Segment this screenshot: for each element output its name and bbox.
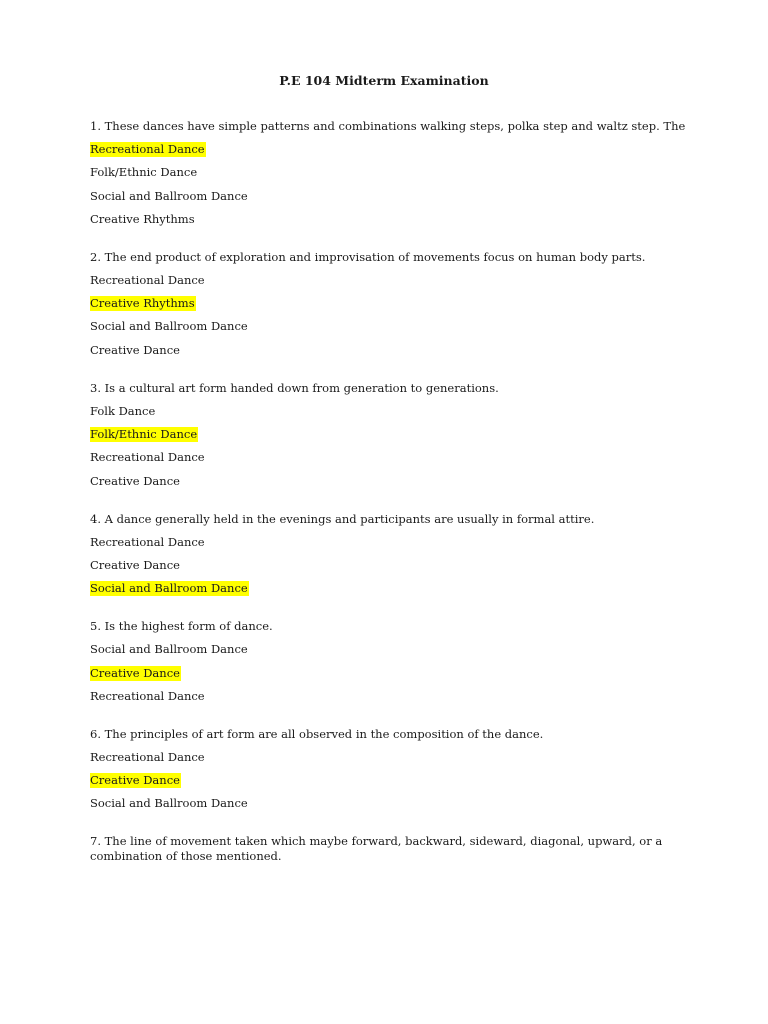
- option: [90, 189, 690, 204]
- option-label: Social and Ballroom Dance: [90, 581, 248, 596]
- option-highlighted: [90, 773, 690, 788]
- option-label: Creative Rhythms: [90, 211, 195, 226]
- option: [90, 558, 690, 573]
- option-highlighted: [90, 296, 690, 311]
- question-text: 7. The line of movement taken which maybe forward, backward, sideward, diagonal, upward, or a combination of those mentioned.: [90, 834, 663, 864]
- option-label: Creative Rhythms: [90, 296, 195, 311]
- option-label: Social and Ballroom Dance: [90, 642, 248, 657]
- option-label: Recreational Dance: [90, 142, 205, 156]
- option-highlighted: [90, 427, 690, 442]
- option-highlighted: [90, 142, 690, 157]
- document-title: P.E 104 Midterm Examination: [279, 73, 489, 88]
- option-highlighted: [90, 581, 690, 596]
- question-text: 6. The principles of art form are all observed in the composition of the dance.: [90, 726, 544, 741]
- option-label: Creative Dance: [90, 665, 180, 680]
- option-label: Recreational Dance: [90, 450, 205, 465]
- question-list: [90, 119, 690, 887]
- option: [90, 796, 690, 811]
- question-2: [90, 250, 690, 358]
- option-label: Creative Dance: [90, 473, 180, 488]
- option-label: Recreational Dance: [90, 688, 205, 703]
- option: [90, 319, 690, 334]
- question-text: 4. A dance generally held in the evenings and participants are usually in formal attire.: [90, 511, 595, 526]
- question-6: [90, 727, 690, 812]
- question-text: 1. These dances have simple patterns and combinations walking steps, polka step and waltz step. The: [90, 119, 686, 133]
- option: [90, 165, 690, 180]
- option-label: Social and Ballroom Dance: [90, 319, 248, 334]
- option-label: Creative Dance: [90, 342, 180, 357]
- question-1: [90, 119, 690, 227]
- option-label: Social and Ballroom Dance: [90, 188, 248, 203]
- option-label: Folk/Ethnic Dance: [90, 427, 198, 442]
- option: [90, 535, 690, 550]
- question-text: 3. Is a cultural art form handed down from generation to generations.: [90, 380, 499, 395]
- option: [90, 689, 690, 704]
- option: [90, 343, 690, 358]
- option: [90, 750, 690, 765]
- option-highlighted: [90, 666, 690, 681]
- question-4: [90, 512, 690, 597]
- question-text: 2. The end product of exploration and improvisation of movements focus on human body parts.: [90, 249, 646, 264]
- option-label: Folk/Ethnic Dance: [90, 165, 198, 180]
- option-label: Recreational Dance: [90, 749, 205, 764]
- option-label: Creative Dance: [90, 557, 180, 572]
- option-label: Recreational Dance: [90, 272, 205, 287]
- option-label: Recreational Dance: [90, 534, 205, 549]
- option: [90, 212, 690, 227]
- option-label: Social and Ballroom Dance: [90, 796, 248, 811]
- option-label: Creative Dance: [90, 773, 180, 788]
- question-7: [90, 834, 690, 864]
- question-text: 5. Is the highest form of dance.: [90, 619, 273, 634]
- option: [90, 474, 690, 489]
- question-3: [90, 381, 690, 489]
- option: [90, 642, 690, 657]
- option: [90, 273, 690, 288]
- option: [90, 404, 690, 419]
- question-5: [90, 619, 690, 704]
- option-label: Folk Dance: [90, 403, 156, 418]
- option: [90, 450, 690, 465]
